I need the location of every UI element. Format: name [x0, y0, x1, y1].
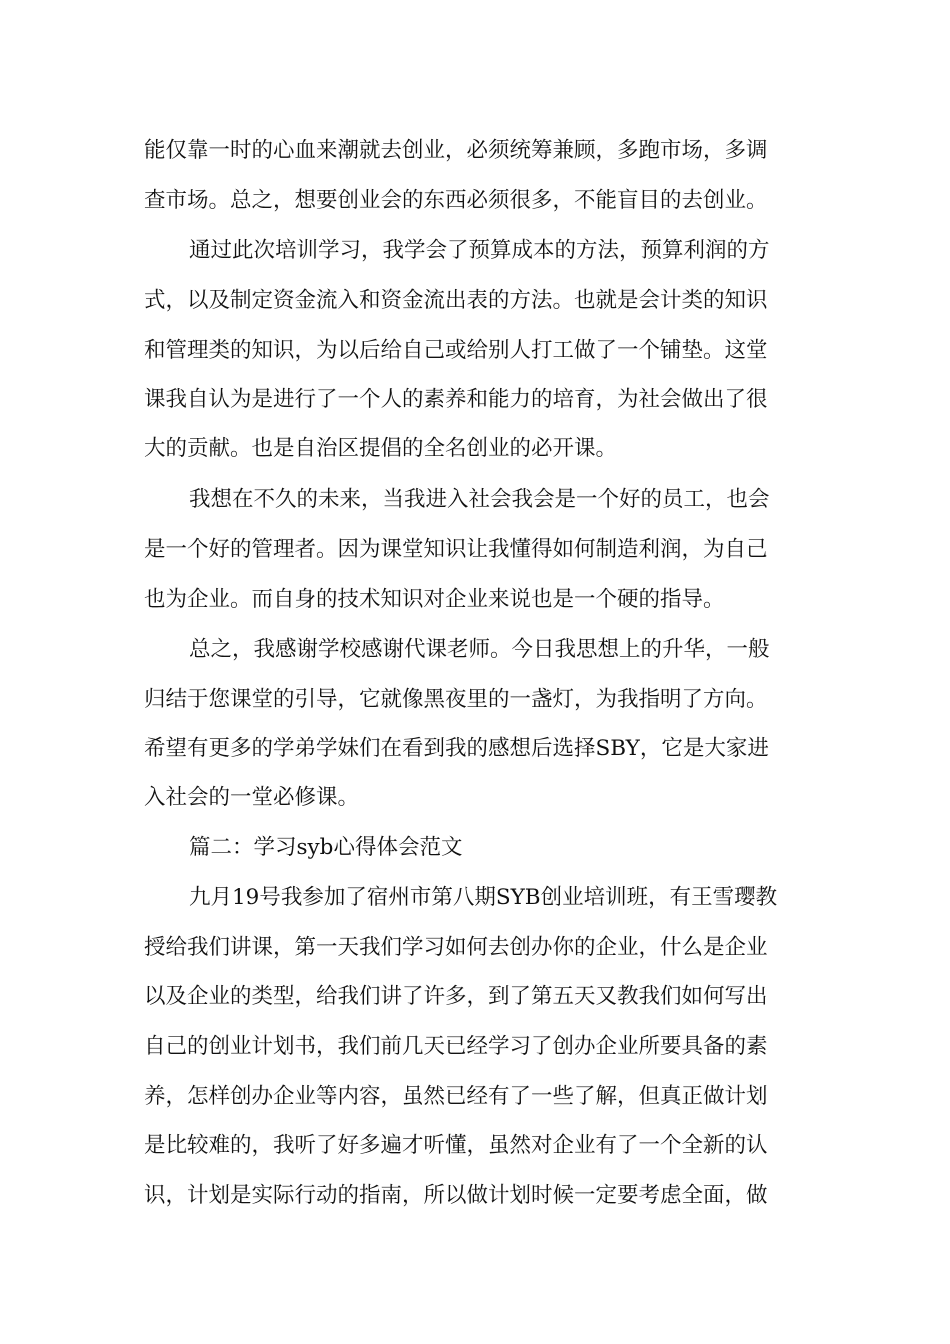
paragraph-line: 大的贡献。也是自治区提倡的全名创业的必开课。 — [144, 436, 618, 461]
paragraph-line: 是比较难的，我听了好多遍才听懂，虽然对企业有了一个全新的认 — [144, 1133, 768, 1158]
paragraph-line: 养，怎样创办企业等内容，虽然已经有了一些了解，但真正做计划 — [144, 1084, 768, 1109]
section-heading: 篇二：学习syb心得体会范文 — [189, 835, 463, 860]
paragraph-line: 授给我们讲课，第一天我们学习如何去创办你的企业，什么是企业 — [144, 935, 768, 960]
paragraph-line: 希望有更多的学弟学妹们在看到我的感想后选择SBY，它是大家进 — [144, 736, 769, 761]
paragraph-line: 是一个好的管理者。因为课堂知识让我懂得如何制造利润，为自己 — [144, 537, 768, 562]
paragraph-line: 自己的创业计划书，我们前几天已经学习了创办企业所要具备的素 — [144, 1034, 768, 1059]
paragraph-line: 也为企业。而自身的技术知识对企业来说也是一个硬的指导。 — [144, 587, 725, 612]
paragraph-line: 能仅靠一时的心血来潮就去创业，必须统筹兼顾，多跑市场，多调 — [144, 138, 768, 163]
paragraph-line: 入社会的一堂必修课。 — [144, 785, 360, 810]
paragraph-line: 识，计划是实际行动的指南，所以做计划时候一定要考虑全面，做 — [144, 1183, 768, 1208]
paragraph-line: 课我自认为是进行了一个人的素养和能力的培育，为社会做出了很 — [144, 387, 768, 412]
paragraph-line: 通过此次培训学习，我学会了预算成本的方法，预算利润的方 — [189, 238, 770, 263]
paragraph-line: 式，以及制定资金流入和资金流出表的方法。也就是会计类的知识 — [144, 288, 768, 313]
paragraph-line: 和管理类的知识，为以后给自己或给别人打工做了一个铺垫。这堂 — [144, 338, 768, 363]
paragraph-line: 归结于您课堂的引导，它就像黑夜里的一盏灯，为我指明了方向。 — [144, 687, 768, 712]
paragraph-line: 以及企业的类型，给我们讲了许多，到了第五天又教我们如何写出 — [144, 984, 768, 1009]
paragraph-line: 查市场。总之，想要创业会的东西必须很多，不能盲目的去创业。 — [144, 188, 768, 213]
paragraph-line: 总之，我感谢学校感谢代课老师。今日我思想上的升华，一般 — [189, 637, 770, 662]
paragraph-line: 九月19号我参加了宿州市第八期SYB创业培训班，有王雪璎教 — [189, 885, 778, 910]
paragraph-line: 我想在不久的未来，当我进入社会我会是一个好的员工，也会 — [189, 487, 770, 512]
